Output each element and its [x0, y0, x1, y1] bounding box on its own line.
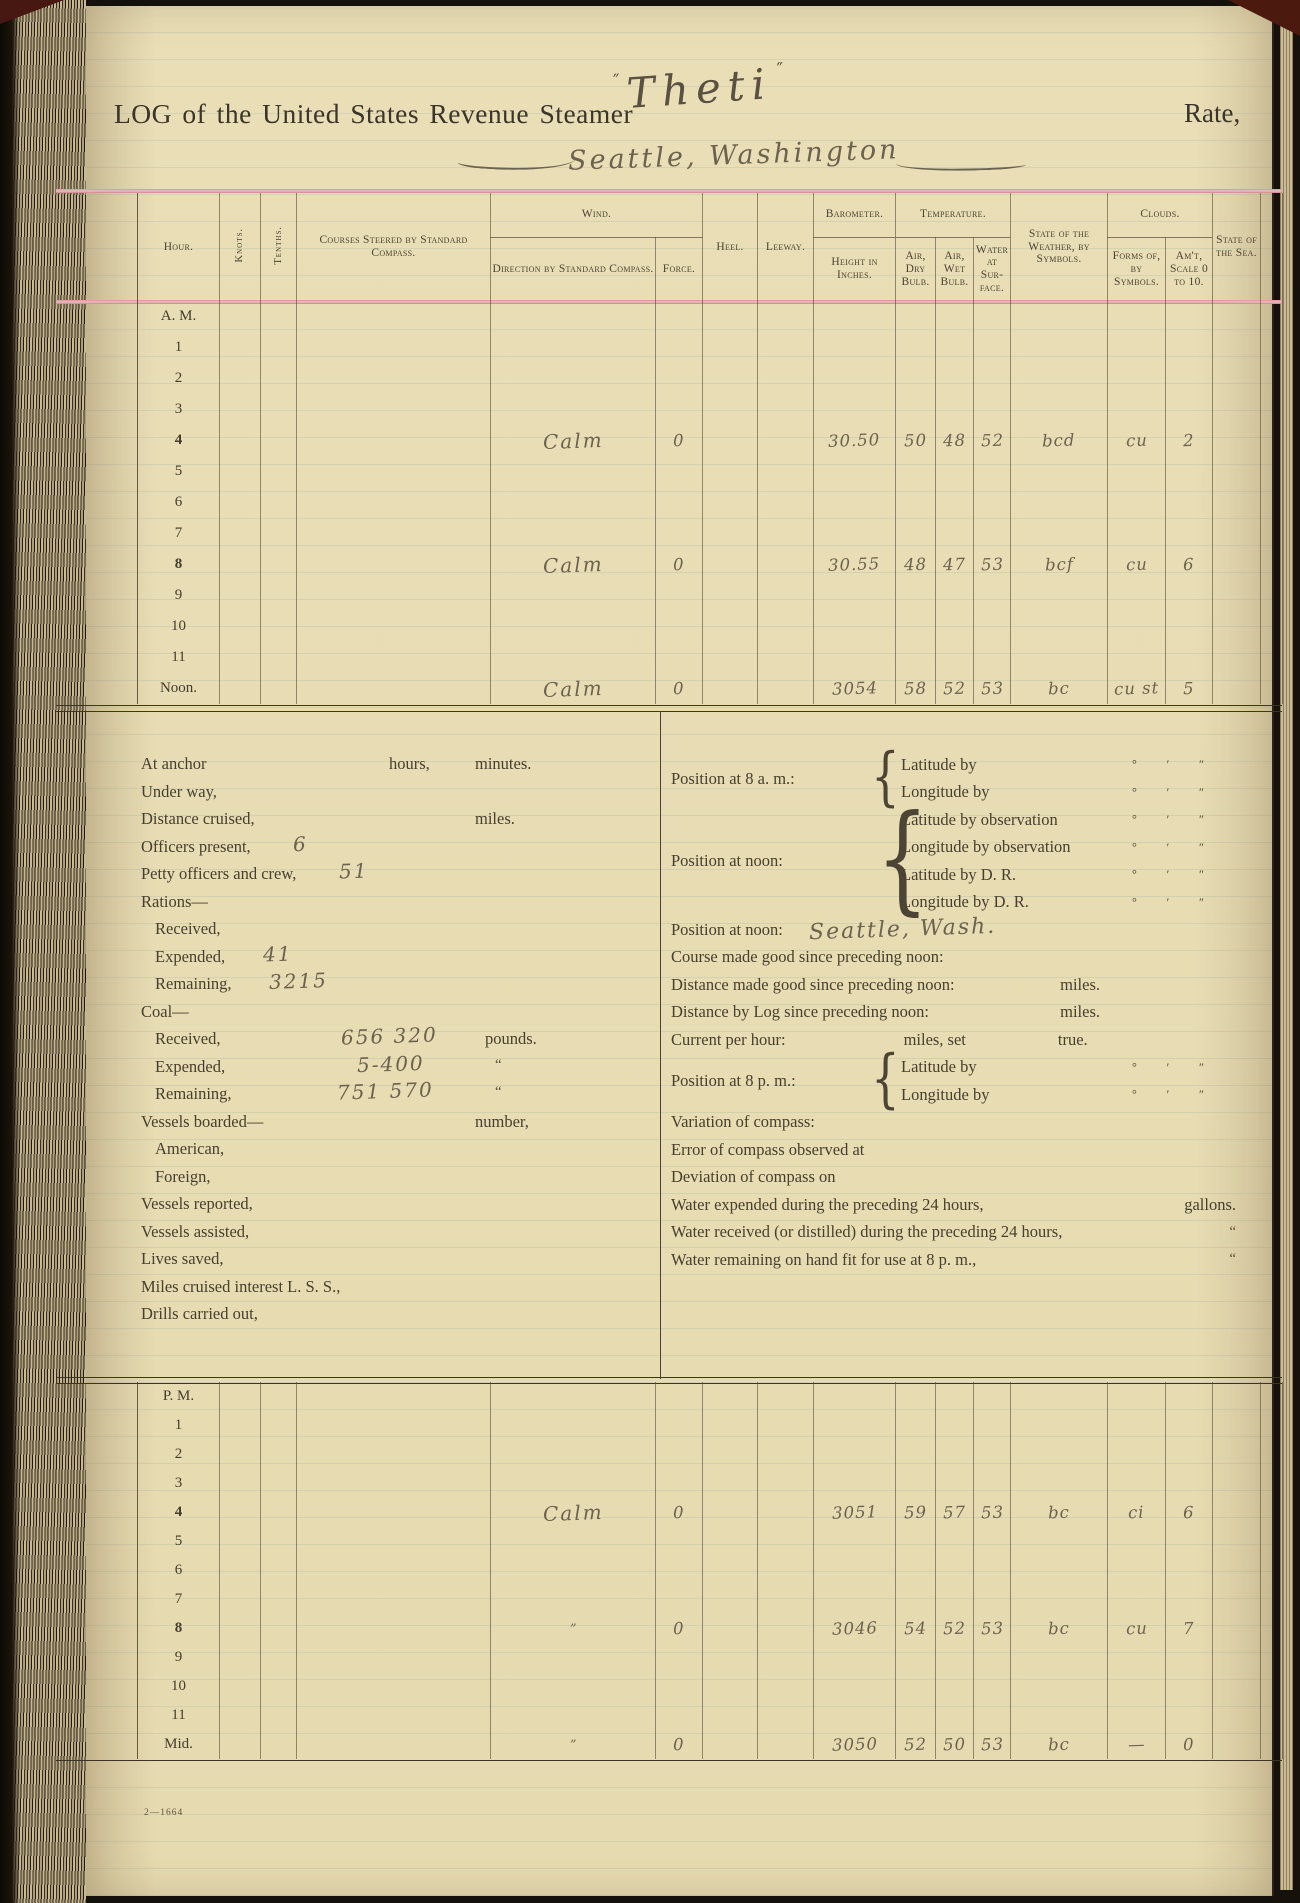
water-temp-entry: 53	[980, 554, 1004, 574]
table-row: 9	[138, 1643, 1283, 1672]
cloud-amount-entry: 6	[1182, 1502, 1196, 1522]
officers-present-value: 6	[292, 831, 309, 856]
coal-remaining-value: 751 570	[336, 1077, 435, 1105]
table-row: 2	[138, 363, 1283, 394]
col-air-wet: Air, Wet Bulb.	[936, 237, 974, 301]
degree-marks: ° ′ ″	[1132, 1059, 1204, 1074]
cloud-amount-entry: 6	[1182, 554, 1196, 574]
rations-expended-value: 41	[262, 940, 293, 967]
wind-force-entry: 0	[672, 430, 686, 450]
barometer-entry: 3046	[831, 1617, 878, 1639]
degree-marks: ° ′ ″	[1132, 839, 1204, 854]
col-wind-direction: Direction by Standard Compass.	[491, 237, 656, 301]
table-row: 11	[138, 642, 1283, 673]
col-courses: Courses Steered by Standard Compass.	[297, 193, 491, 301]
cloud-form-entry: cu	[1125, 1618, 1148, 1638]
cloud-amount-entry: 5	[1182, 678, 1196, 698]
rate-label: Rate,	[1184, 98, 1241, 128]
ship-name-handwriting	[607, 58, 793, 120]
cloud-form-entry: cu st	[1113, 677, 1160, 699]
col-baro-height: Height in Inches.	[814, 237, 896, 301]
table-header-row	[138, 193, 1283, 237]
table-row: 3	[138, 1469, 1283, 1498]
cloud-amount-entry: 0	[1182, 1734, 1196, 1754]
form-number: 2—1664	[144, 1808, 184, 1818]
barometer-entry: 3051	[831, 1501, 878, 1523]
table-row: P. M.	[138, 1382, 1283, 1411]
air-dry-entry: 59	[903, 1502, 928, 1522]
cloud-amount-entry: 2	[1182, 430, 1196, 450]
brace-glyph: {	[871, 1042, 900, 1117]
quote-mark: ″	[776, 59, 785, 81]
weather-symbols-entry: bc	[1047, 1734, 1071, 1754]
weather-symbols-entry: bc	[1047, 1502, 1071, 1522]
wind-direction-entry: ”	[569, 1737, 577, 1753]
col-tenths: Tenths.	[261, 193, 297, 301]
col-water-surface: Water at Sur-face.	[974, 237, 1011, 301]
page-title: LOG of the United States Revenue Steamer	[114, 98, 634, 129]
air-dry-entry: 50	[903, 430, 928, 450]
air-wet-entry: 52	[942, 1618, 967, 1638]
cover-corner-top-right	[1228, 0, 1300, 36]
table-row: 3	[138, 394, 1283, 425]
wind-direction-entry: Calm	[542, 551, 604, 578]
location-handwriting	[458, 134, 1026, 177]
table-row: 5	[138, 456, 1283, 487]
col-wind-group: Wind.	[491, 193, 703, 237]
wind-direction-entry: Calm	[542, 427, 604, 454]
water-temp-entry: 53	[980, 1502, 1004, 1522]
air-wet-entry: 52	[942, 678, 967, 698]
book-spine	[0, 0, 20, 1903]
barometer-entry: 3050	[831, 1733, 878, 1755]
table-row: 6	[138, 1556, 1283, 1585]
table-row: Noon. Calm 0 3054 58 52 53 bc cu st 5	[138, 673, 1283, 704]
petty-officers-value: 51	[338, 858, 369, 884]
table-row: Mid. ” 0 3050 52 50 53 bc — 0	[138, 1730, 1283, 1759]
air-wet-entry: 48	[942, 430, 967, 450]
coal-received-value: 656 320	[340, 1022, 439, 1050]
table-row: 2	[138, 1440, 1283, 1469]
quote-mark: ″	[612, 70, 621, 92]
weather-symbols-entry: bc	[1047, 678, 1071, 698]
rations-remaining-value: 3215	[268, 967, 329, 995]
col-force: Force.	[656, 237, 703, 301]
barometer-entry: 3054	[831, 677, 878, 699]
table-row: 4 Calm 0 3051 59 57 53 bc ci 6	[138, 1498, 1283, 1527]
position-noon-value: Seattle, Wash.	[808, 913, 997, 946]
col-weather: State of the Weather, by Symbols.	[1011, 193, 1108, 301]
degree-marks: ° ′ ″	[1132, 784, 1204, 799]
cloud-form-entry: cu	[1125, 554, 1148, 574]
table-row: 1	[138, 332, 1283, 363]
weather-symbols-entry: bcd	[1042, 429, 1077, 451]
wind-direction-entry: ”	[569, 1621, 577, 1637]
col-cloud-amt: Am't, Scale 0 to 10.	[1166, 237, 1213, 301]
coal-expended-value: 5-400	[356, 1050, 426, 1077]
position-noon-group: Position at noon: { Latitude by observation ° ′ ″ Longitude by observation ° ′ ″ Latitude by D. R. ° ′ ″ Longitude by D. R. ° ′ ″	[671, 788, 1204, 927]
ship-name: Theti	[625, 58, 774, 119]
col-sea: State of the Sea.	[1213, 193, 1261, 301]
col-barometer-group: Barometer.	[814, 193, 896, 237]
degree-marks: ° ′ ″	[1132, 894, 1204, 909]
cloud-form-entry: cu	[1125, 430, 1148, 450]
degree-marks: ° ′ ″	[1132, 757, 1204, 772]
wind-direction-entry: Calm	[542, 1499, 604, 1526]
water-temp-entry: 53	[980, 678, 1004, 698]
table-row: 6	[138, 487, 1283, 518]
air-wet-entry: 47	[942, 554, 967, 574]
brace-glyph: {	[871, 739, 900, 814]
table-row: 4 Calm 0 30.50 50 48 52 bcd cu 2	[138, 425, 1283, 456]
col-blank	[1261, 193, 1283, 301]
air-wet-entry: 57	[942, 1502, 967, 1522]
degree-marks: ° ′ ″	[1132, 867, 1204, 882]
table-row: 8 Calm 0 30.55 48 47 53 bcf cu 6	[138, 549, 1283, 580]
degree-marks: ° ′ ″	[1132, 812, 1204, 827]
air-dry-entry: 58	[903, 678, 928, 698]
weather-symbols-entry: bcf	[1044, 554, 1074, 574]
wind-force-entry: 0	[672, 1734, 686, 1754]
cloud-amount-entry: 7	[1182, 1618, 1196, 1638]
col-heel: Heel.	[703, 193, 758, 301]
am-log-table	[137, 193, 1283, 704]
table-row: 7	[138, 1585, 1283, 1614]
cover-corner-top-left	[0, 0, 64, 24]
air-dry-entry: 48	[903, 554, 928, 574]
weather-symbols-entry: bc	[1047, 1618, 1071, 1638]
pm-log-table	[137, 1382, 1283, 1759]
air-wet-entry: 50	[942, 1734, 967, 1754]
location-text: Seattle, Washington	[567, 134, 901, 177]
air-dry-entry: 54	[903, 1618, 928, 1638]
rule-pm-table-bottom	[56, 1760, 1282, 1766]
brace-glyph: {	[876, 788, 929, 927]
table-row: 9	[138, 580, 1283, 611]
col-air-dry: Air, Dry Bulb.	[896, 237, 936, 301]
wind-force-entry: 0	[672, 554, 686, 574]
daily-statistics-section: At anchor hours, minutes. Under way, Distance cruised, miles. Officers present, 6 Petty officers and crew, 51 Rations— Received, Expended, 41 Remaining, 3215 Coal— Received, 656 320 pounds. Expended, 5-400 “ Remaining, 751 570 “ Vessels boarded— number, American, Foreign, Vessels reported, Vessels assisted, Lives saved, Miles cruised interest L. S. S., Drills carried out,	[141, 754, 537, 1323]
barometer-entry: 30.50	[828, 429, 881, 451]
col-hour: Hour.	[163, 240, 194, 253]
position-section: Position at 8 a. m.: { Latitude by ° ′ ″ Longitude by ° ′ ″ Position at noon: { Latitude by observation ° ′ ″ Longitude by observation ° ′ ″ Latitude by D. R. ° ′ ″ Longitude by D. R. ° ′ ″ Position at noon: Seattle, Wash. Course made good since preceding noon: Distance made good since preceding noon: miles. Distance by Log since preceding noon: miles. Current per hour: miles, set true. Position at 8 p. m.: { Latitude by ° ′ ″ Longitude by ° ′ ″ Variation of compass: Error of compass observed at Deviation of compass on Water expended during the preceding 24 hours, gallons. Water received (or distilled) during the preceding 24 hours, “ Water remaining on hand fit for use at 8 p. m., “	[660, 711, 1282, 1379]
table-row: 7	[138, 518, 1283, 549]
table-row: 8 ” 0 3046 54 52 53 bc cu 7	[138, 1614, 1283, 1643]
table-row: 11	[138, 1701, 1283, 1730]
position-8am-group: Position at 8 a. m.: { Latitude by ° ′ ″ Longitude by ° ′ ″	[671, 739, 1204, 814]
col-clouds-group: Clouds.	[1108, 193, 1213, 237]
wind-force-entry: 0	[672, 678, 686, 698]
log-page	[86, 6, 1274, 1896]
table-row: 1	[138, 1411, 1283, 1440]
cloud-form-entry: ci	[1127, 1502, 1146, 1522]
water-temp-entry: 52	[980, 430, 1004, 450]
wind-force-entry: 0	[672, 1502, 686, 1522]
col-knots: Knots.	[220, 193, 261, 301]
wind-force-entry: 0	[672, 1618, 686, 1638]
water-temp-entry: 53	[980, 1618, 1004, 1638]
col-cloud-forms: Forms of, by Symbols.	[1108, 237, 1166, 301]
col-temperature-group: Temperature.	[896, 193, 1011, 237]
table-row: A. M.	[138, 301, 1283, 332]
degree-marks: ° ′ ″	[1132, 1087, 1204, 1102]
table-row: 5	[138, 1527, 1283, 1556]
air-dry-entry: 52	[903, 1734, 928, 1754]
barometer-entry: 30.55	[828, 553, 881, 575]
wind-direction-entry: Calm	[542, 675, 604, 702]
table-row: 10	[138, 611, 1283, 642]
pen-flourish	[895, 155, 1025, 174]
table-row: 10	[138, 1672, 1283, 1701]
cloud-form-entry: —	[1127, 1734, 1146, 1754]
col-leeway: Leeway.	[758, 193, 814, 301]
pen-flourish	[457, 145, 576, 175]
position-8pm-group: Position at 8 p. m.: { Latitude by ° ′ ″ Longitude by ° ′ ″	[671, 1042, 1204, 1117]
water-temp-entry: 53	[980, 1734, 1004, 1754]
